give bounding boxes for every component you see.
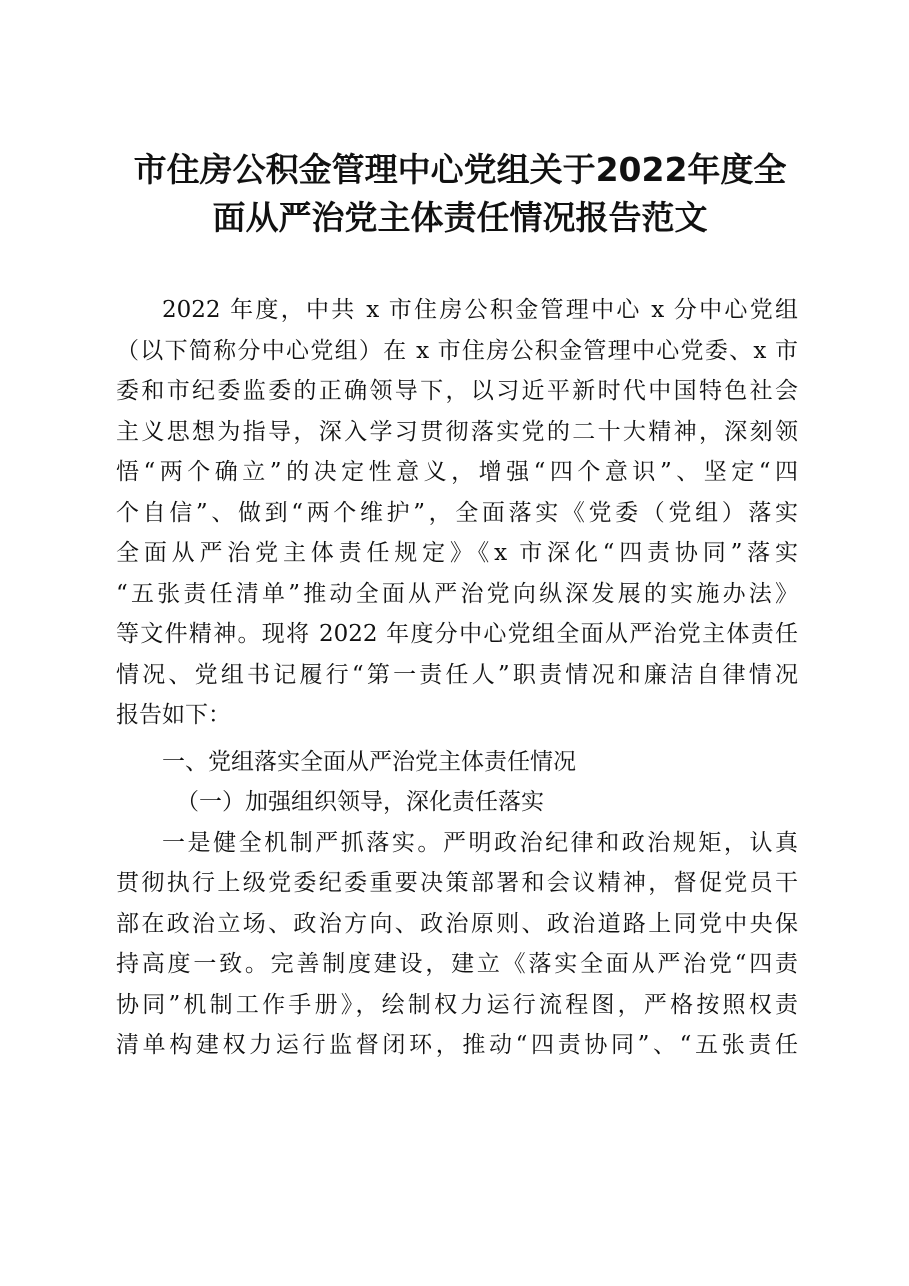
- paragraph-line: 部在政治立场、政治方向、政治原则、政治道路上同党中央保: [116, 910, 798, 937]
- paragraph-line: 2022 年度，中共 x 市住房公积金管理中心 x 分中心党组: [162, 297, 798, 323]
- section-heading: 一、党组落实全面从严治党主体责任情况: [162, 748, 576, 775]
- intro-paragraph: [116, 290, 798, 736]
- document-body: [116, 290, 798, 1066]
- paragraph-line: 情况、党组书记履行“第一责任人”职责情况和廉洁自律情况: [116, 661, 798, 688]
- title-line: 面从严治党主体责任情况报告范文: [212, 198, 708, 237]
- paragraph-line: 一是健全机制严抓落实。严明政治纪律和政治规矩，认真: [162, 829, 798, 856]
- paragraph-line: 报告如下：: [116, 702, 231, 728]
- paragraph-line: 主义思想为指导，深入学习贯彻落实党的二十大精神，深刻领: [116, 418, 798, 445]
- paragraph-line: 个自信”、做到“两个维护”，全面落实《党委（党组）落实: [116, 499, 798, 526]
- paragraph-line: 持高度一致。完善制度建设，建立《落实全面从严治党“四责: [116, 951, 798, 977]
- paragraph-line: 协同”机制工作手册》，绘制权力运行流程图，严格按照权责: [116, 991, 798, 1018]
- paragraph-line: “五张责任清单”推动全面从严治党向纵深发展的实施办法》: [116, 580, 798, 607]
- paragraph-line: 悟“两个确立”的决定性意义，增强“四个意识”、坚定“四: [116, 459, 798, 485]
- paragraph-line: 贯彻执行上级党委纪委重要决策部署和会议精神，督促党员干: [116, 870, 798, 896]
- body-paragraph: [116, 823, 798, 1066]
- document-title: [110, 146, 810, 242]
- title-line: 市住房公积金管理中心党组关于2022年度全: [133, 150, 787, 189]
- paragraph-line: 委和市纪委监委的正确领导下，以习近平新时代中国特色社会: [116, 378, 798, 404]
- subsection-heading: （一）加强组织领导，深化责任落实: [176, 789, 544, 815]
- paragraph-line: （以下简称分中心党组）在 x 市住房公积金管理中心党委、x 市: [116, 337, 798, 364]
- paragraph-line: 清单构建权力运行监督闭环，推动“四责协同”、“五张责任: [116, 1032, 798, 1058]
- paragraph-line: 等文件精神。现将 2022 年度分中心党组全面从严治党主体责任: [116, 621, 798, 647]
- paragraph-line: 全面从严治党主体责任规定》《x 市深化“四责协同”落实: [116, 540, 798, 566]
